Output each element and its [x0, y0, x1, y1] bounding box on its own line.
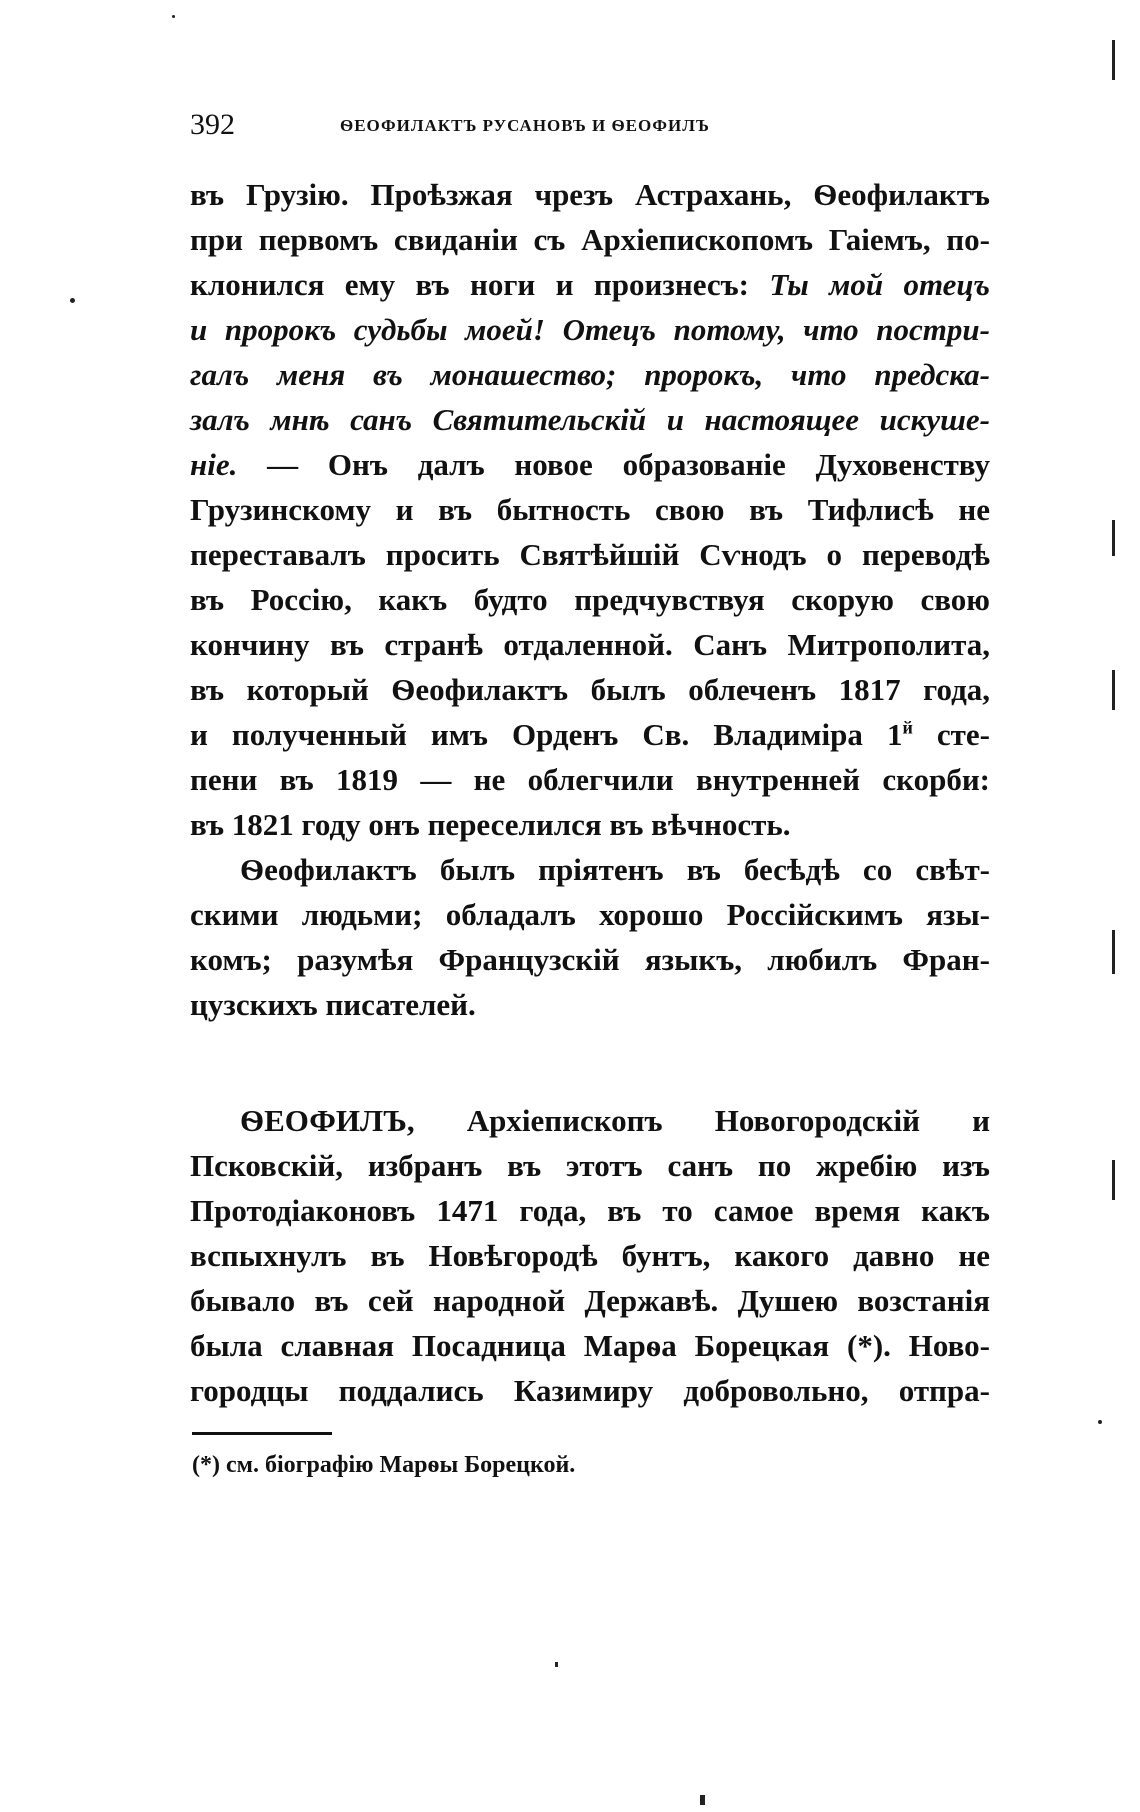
scan-speck	[172, 15, 175, 18]
scan-speck	[1112, 520, 1115, 556]
text-line: ніе. — Онъ далъ новое образованіе Духовенству	[190, 447, 990, 482]
entry-name: ѲЕОФИЛЪ	[240, 1103, 407, 1138]
scan-speck	[1112, 670, 1115, 710]
superscript: й	[902, 717, 913, 738]
paragraph-1	[190, 172, 990, 847]
text-line: переставалъ просить Святѣйшій Сѵнодъ о переводѣ	[190, 537, 990, 572]
scan-speck	[1112, 40, 1115, 80]
running-head: ѲЕОФИЛАКТЪ РУСАНОВЪ И ѲЕОФИЛЪ	[340, 116, 710, 135]
text-line: Грузинскому и въ бытность свою въ Тифлисѣ не	[190, 492, 990, 527]
text-line: пени въ 1819 — не облегчили внутренней скорби:	[190, 762, 990, 797]
text-line: цузскихъ писателей.	[190, 987, 476, 1022]
text-line: залъ мнѣ санъ Святительскій и настоящее искуше-	[190, 402, 990, 437]
scan-speck	[1112, 930, 1115, 974]
scan-speck	[700, 1795, 705, 1805]
scan-speck	[555, 1662, 558, 1667]
text-line: клонился ему въ ноги и произнесъ: Ты мой отецъ	[190, 267, 990, 302]
footnote-rule	[192, 1432, 332, 1435]
footnote: (*) см. біографію Марѳы Борецкой.	[192, 1452, 576, 1478]
text-line: и пророкъ судьбы моей! Отецъ потому, что постри-	[190, 312, 990, 347]
text-line: при первомъ свиданіи съ Архіепископомъ Гаіемъ, по-	[190, 222, 990, 257]
page-number: 392	[190, 108, 235, 141]
paragraph-2	[190, 847, 990, 1027]
page-header	[190, 108, 990, 158]
text-line: Ѳеофилактъ былъ пріятенъ въ бесѣдѣ со свѣт-	[240, 852, 990, 887]
text-line: городцы поддались Казимиру добровольно, отпра-	[190, 1373, 990, 1408]
italic-quote: Ты мой отецъ	[769, 267, 990, 302]
text-line: Псковскій, избранъ въ этотъ санъ по жребію изъ	[190, 1148, 990, 1183]
text-line: Протодіаконовъ 1471 года, въ то самое время какъ	[190, 1193, 990, 1228]
text-line: вспыхнулъ въ Новѣгородѣ бунтъ, какого давно не	[190, 1238, 990, 1273]
scan-speck	[70, 298, 75, 303]
paragraph-3	[190, 1098, 990, 1413]
text-line: въ Грузію. Проѣзжая чрезъ Астрахань, Ѳеофилактъ	[190, 177, 990, 212]
text-line: въ Россію, какъ будто предчувствуя скорую свою	[190, 582, 990, 617]
text-line: въ 1821 году онъ переселился въ вѣчность.	[190, 807, 791, 842]
text-line: ѲЕОФИЛЪ, Архіепископъ Новогородскій и	[240, 1103, 990, 1138]
text-line: галъ меня въ монашество; пророкъ, что предска-	[190, 357, 990, 392]
text-line: была славная Посадница Марѳа Борецкая (*). Ново-	[190, 1328, 990, 1363]
scan-speck	[1098, 1420, 1102, 1424]
scan-speck	[1112, 1160, 1115, 1200]
text-line: комъ; разумѣя Французскій языкъ, любилъ Фран-	[190, 942, 990, 977]
text-line: въ который Ѳеофилактъ былъ облеченъ 1817 года,	[190, 672, 990, 707]
text-line: и полученный имъ Орденъ Св. Владиміра $1^й$ сте-	[190, 717, 990, 752]
text-line: бывало въ сей народной Державѣ. Душею возстанія	[190, 1283, 990, 1318]
text-line: кончину въ странѣ отдаленной. Санъ Митрополита,	[190, 627, 990, 662]
italic-quote: ніе.	[190, 447, 238, 482]
text-line: скими людьми; обладалъ хорошо Россійскимъ язы-	[190, 897, 990, 932]
